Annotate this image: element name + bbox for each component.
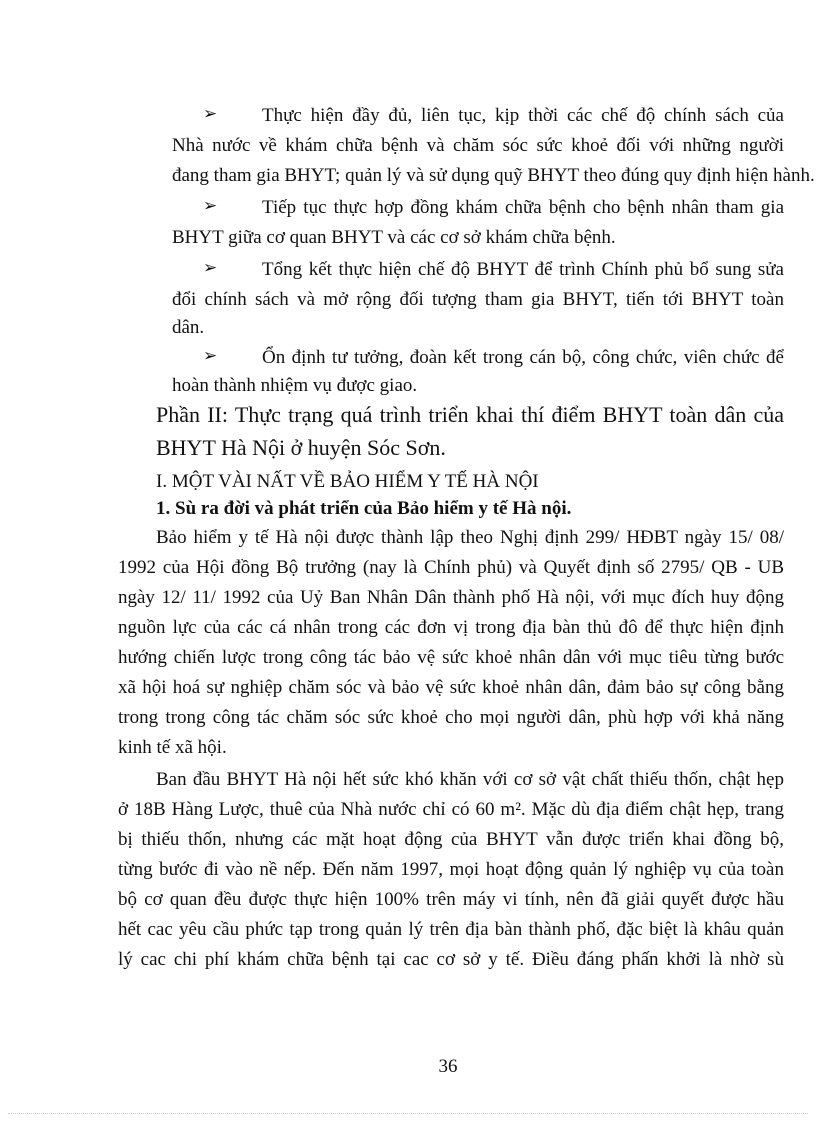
bullet-3-line-1: Tổng kết thực hiện chế độ BHYT để trình Chính phủ bổ sung sửa: [262, 259, 784, 280]
bullet-2-line-1: Tiếp tục thực hợp đồng khám chữa bệnh cho bệnh nhân tham gia: [262, 197, 784, 218]
bullet-1-line-3: đang tham gia BHYT; quản lý và sử dụng quỹ BHYT theo đúng quy định hiện hành.: [172, 165, 815, 186]
part-heading-line-1: Phần II: Thực trạng quá trình triển khai thí điểm BHYT toàn dân của: [156, 402, 784, 427]
bullet-4-line-2: hoàn thành nhiệm vụ được giao.: [172, 375, 418, 396]
arrow-bullet-icon: ➢: [203, 104, 218, 123]
page-number: 36: [438, 1056, 458, 1077]
paragraph-2-line-6: hết cac yêu cầu phức tạp trong quản lý trên địa bàn thành phố, đặc biệt là khâu quản: [118, 919, 784, 940]
paragraph-1-line-4: nguồn lực của các cá nhân trong các đơn vị trong địa bàn thủ đô để thực hiện định: [118, 617, 784, 638]
paragraph-2-line-4: từng bước đi vào nề nếp. Đến năm 1997, mọi hoạt động quản lý nghiệp vụ của toàn: [118, 859, 784, 880]
paragraph-2-line-3: bị thiếu thốn, nhưng các mặt hoạt động của BHYT vẫn được triển khai đồng bộ,: [118, 829, 784, 850]
page-bottom-border: [8, 1113, 808, 1114]
bullet-3-line-2: đổi chính sách và mở rộng đối tượng tham gia BHYT, tiến tới BHYT toàn: [172, 289, 784, 310]
paragraph-2-line-2: ở 18B Hàng Lược, thuê của Nhà nước chỉ có 60 m². Mặc dù địa điểm chật hẹp, trang: [118, 799, 784, 820]
paragraph-2-line-7: lý cac chi phí khám chữa bệnh tại cac cơ sở y tế. Điều đáng phấn khởi là nhờ sù: [118, 949, 784, 970]
bullet-1-line-1: Thực hiện đầy đủ, liên tục, kịp thời các chế độ chính sách của: [262, 105, 784, 126]
bullet-2-line-2: BHYT giữa cơ quan BHYT và các cơ sở khám chữa bệnh.: [172, 227, 616, 248]
section-heading: I. MỘT VÀI NẤT VỀ BẢO HIỂM Y TẾ HÀ NỘI: [156, 471, 539, 492]
paragraph-2-line-5: bộ cơ quan đều được thực hiện 100% trên máy vi tính, nên đã giải quyết được hầu: [118, 889, 784, 910]
paragraph-1-line-3: ngày 12/ 11/ 1992 của Uỷ Ban Nhân Dân thành phố Hà nội, với mục đích huy động: [118, 587, 784, 608]
paragraph-1-line-7: trong trong công tác chăm sóc sức khoẻ cho mọi người dân, phù hợp với khả năng: [118, 707, 784, 728]
paragraph-1-line-8: kinh tế xã hội.: [118, 737, 227, 758]
bullet-1-line-2: Nhà nước về khám chữa bệnh và chăm sóc sức khoẻ đối với những người: [172, 135, 784, 156]
arrow-bullet-icon: ➢: [203, 346, 218, 365]
paragraph-1-line-6: xã hội hoá sự nghiệp chăm sóc và bảo vệ sức khoẻ nhân dân, đảm bảo sự công bằng: [118, 677, 784, 698]
paragraph-1-line-1: Bảo hiểm y tế Hà nội được thành lập theo Nghị định 299/ HĐBT ngày 15/ 08/: [156, 527, 784, 548]
bullet-3-line-3: dân.: [172, 317, 205, 338]
paragraph-2-line-1: Ban đầu BHYT Hà nội hết sức khó khăn với cơ sở vật chất thiếu thốn, chật hẹp: [156, 769, 784, 790]
arrow-bullet-icon: ➢: [203, 196, 218, 215]
part-heading-line-2: BHYT Hà Nội ở huyện Sóc Sơn.: [156, 435, 446, 460]
bullet-4-line-1: Ổn định tư tưởng, đoàn kết trong cán bộ, công chức, viên chức để: [262, 347, 784, 368]
arrow-bullet-icon: ➢: [203, 258, 218, 277]
subsection-heading: 1. Sù ra đời và phát triển của Bảo hiểm y tế Hà nội.: [156, 498, 572, 519]
paragraph-1-line-2: 1992 của Hội đồng Bộ trưởng (nay là Chính phủ) và Quyết định số 2795/ QB - UB: [118, 557, 784, 578]
paragraph-1-line-5: hướng chiến lược trong công tác bảo vệ sức khoẻ nhân dân với mục tiêu từng bước: [118, 647, 784, 668]
